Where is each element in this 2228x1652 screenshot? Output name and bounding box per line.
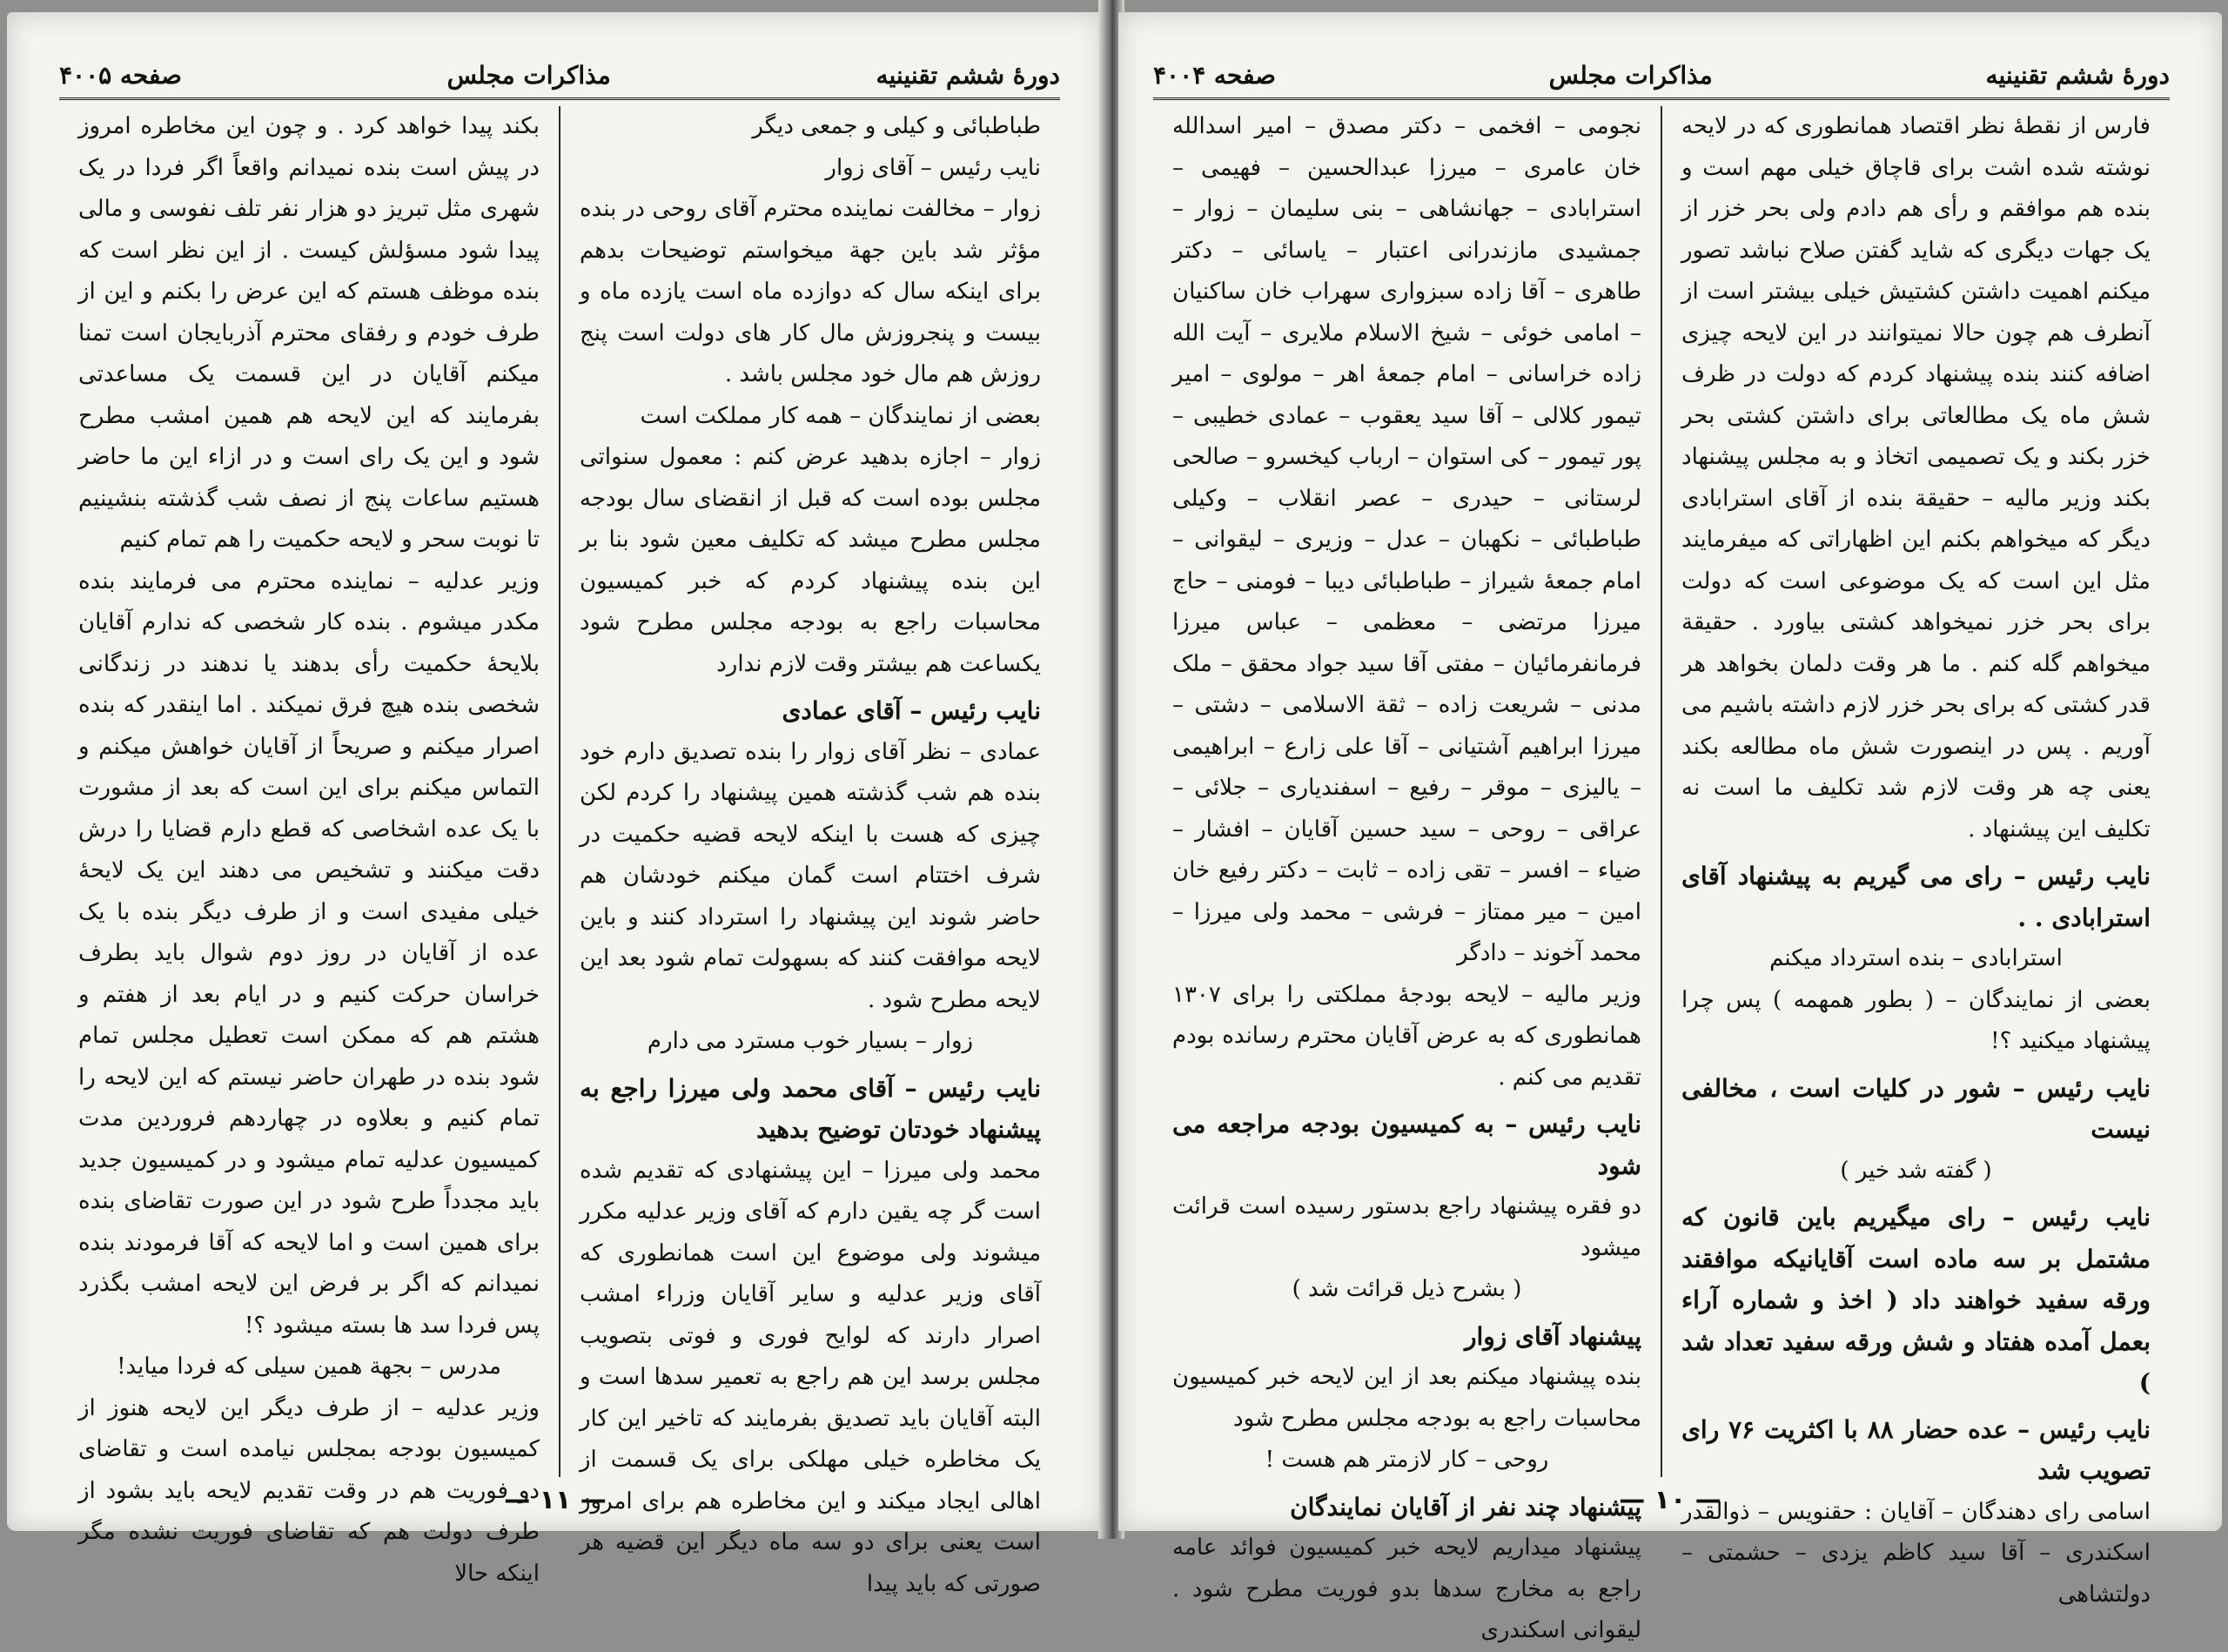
speaker-line: پیشنهاد آقای زوار [1464, 1321, 1641, 1351]
left-page-journal-title: مذاکرات مجلس [446, 60, 611, 90]
text-paragraph: نجومی – افخمی – دکتر مصدق – امیر اسدالله خان عامری – میرزا عبدالحسین – فهیمی – استرابادی – جهانشاهی – بنی سلیمان – زوار – جمشیدی مازندرانی اعتبار – یاسائی – دکتر طاهری – آقا زاده سبزواری سهراب خان ساکنیان – امامی خوئی – شیخ الاسلام ملایری – آیت الله زاده خراسانی – امام جمعهٔ اهر – مولوی – امیر تیمور کلالی – آقا سید یعقوب – عمادی خطیبی – پور تیمور – کی استوان – ارباب کیخسرو – صالحی لرستانی – حیدری – عصر انقلاب – وکیلی طباطبائی – نکهبان – عدل – وزیری – لیقوانی – امام جمعهٔ شیراز – طباطبائی دیبا – فومنی – حاج میرزا مرتضی – معظمی – عباس میرزا فرمانفرمائیان – مفتی آقا سید جواد محقق – ملک مدنی – شریعت زاده – ثقة الاسلامی – دشتی – میرزا ابراهیم آشتیانی – آقا علی زارع – ابراهیمی – یالیزی – موقر – رفیع – اسفندیاری – جلائی – عراقی – روحی – سید حسین آقایان – افشار – ضیاء – افسر – تقی زاده – ثابت – دکتر رفیع خان امین – میر ممتاز – فرشی – محمد ولی میرزا – محمد آخوند – دادگر [1172, 113, 1641, 966]
left-page-header [59, 52, 1060, 100]
left-page-footer-number: — ۱۱ — [504, 1485, 607, 1515]
text-paragraph: ( بشرح ذیل قرائت شد ) [1292, 1276, 1522, 1302]
text-paragraph: نایب رئیس – آقای زوار [825, 154, 1041, 181]
speaker-line: نایب رئیس – آقای عمادی [782, 696, 1041, 725]
text-paragraph: زوار – مخالفت نماینده محترم آقای روحی در بنده مؤثر شد باین جهة میخواستم توضیحات بدهم برای اینکه سال که دوازده ماه است یازده ماه و بیست و پنجروزش مال کار های دولت است پنج روزش هم مال خود مجلس باشد . [580, 196, 1041, 387]
speaker-line: نایب رئیس – شور در کلیات است ، مخالفی نیست [1681, 1073, 2151, 1144]
speaker-line: نایب رئیس – آقای محمد ولی میرزا راجع به پیشنهاد خودتان توضیح بدهید [580, 1073, 1041, 1144]
text-paragraph: اسامی رای دهندگان – آقایان : حقنویس – ذوالقدر اسکندری – آقا سید کاظم یزدی – حشمتی – دولتشاهی [1681, 1498, 2151, 1608]
right-page-period: دورهٔ ششم تقنینیه [1985, 60, 2170, 90]
speaker-line: نایب رئیس – به کمیسیون بودجه مراجعه می شود [1172, 1110, 1641, 1180]
text-paragraph: بنده پیشنهاد میکنم بعد از این لایحه خبر کمیسیون محاسبات راجع به بودجه مجلس مطرح شود [1172, 1364, 1641, 1432]
right-page [1118, 12, 2222, 1643]
text-paragraph: مدرس – بجهة همین سیلی که فردا میاید! [117, 1353, 501, 1380]
speaker-line: نایب رئیس – عده حضار ۸۸ با اکثریت ۷۶ رای تصویب شد [1681, 1414, 2151, 1485]
text-paragraph: بعضی از نمایندگان – همه کار مملکت است [640, 402, 1041, 429]
text-paragraph: وزیر عدلیه – نماینده محترم می فرمایند بنده مکدر میشوم . بنده کار شخصی که ندارم آقایان بلایحهٔ حکمیت رأی بدهند یا ندهند در زندگانی شخصی بنده هیچ فرق نمیکند . اما اینقدر که بنده اصرار میکنم و صریحاً از آقایان خواهش میکنم و التماس میکنم برای این است که بعد از مشورت با یک عده اشخاصی که قطع دارم قضایا را درش دقت میکنند و تشخیص می دهند این یک لایحهٔ خیلی مفیدی است و از طرف دیگر بنده با یک عده از آقایان در روز دوم شوال باید بطرف خراسان حرکت کنیم و در ایام بعد از هفتم و هشتم هم که ممکن است تعطیل مجلس تمام شود بنده در طهران حاضر نیستم که این لایحه را تمام کنیم و بعلاوه در چهاردهم فروردین مدت کمیسیون عدلیه تمام میشود و در کمیسیون جدید باید مجدداً طرح شود در این صورت تقاضای بنده برای همین است و اما لایحه که آقا فرمودند بنده نمیدانم که اگر بر فرض این لایحه امشب بگذرد پس فردا سد ها بسته میشود ؟! [78, 567, 540, 1339]
text-paragraph: زوار – بسیار خوب مسترد می دارم [647, 1028, 974, 1054]
right-page-number-label: صفحه ۴۰۰۴ [1153, 60, 1276, 90]
text-paragraph: پیشنهاد میداریم لایحه خبر کمیسیون فوائد عامه راجع به مخارج سدها بدو فوریت مطرح شود . لیقوانی اسکندری [1172, 1534, 1641, 1643]
text-paragraph: طباطبائی و کیلی و جمعی دیگر [752, 113, 1041, 139]
speaker-line: پیشنهاد چند نفر از آقایان نمایندگان [1290, 1492, 1641, 1521]
left-page [7, 12, 1104, 1597]
left-page-number-label: صفحه ۴۰۰۵ [59, 60, 182, 90]
speaker-line: نایب رئیس – رای می گیریم به پیشنهاد آقای استرابادی . . [1681, 862, 2151, 932]
right-page-column-2 [1153, 106, 1662, 1643]
text-paragraph: فارس از نقطهٔ نظر اقتصاد همانطوری که در لایحه نوشته شده اشت برای قاچاق خیلی مهم است و بنده هم موافقم و رأی هم دادم ولی بحر خزر از یک جهات دیگری که شاید گفتن صلاح نباشد تصور میکنم اهمیت داشتن کشتیش خیلی بیشتر است از آنطرف هم چون حالا نمیتوانند در این لایحه چیزی اضافه کنند بنده پیشنهاد کردم که دولت در ظرف شش ماه یک مطالعاتی برای داشتن کشتی بحر خزر بکند و یک تصمیمی اتخاذ و به مجلس پیشنهاد بکند وزیر مالیه – حقیقة بنده از آقای استرابادی دیگر که میخواهم بکنم این اظهاراتی که میفرمایند مثل این است که یک موضوعی است که دولت برای بحر خزر نمیخواهد کشتی بیاورد . حقیقة میخواهم گله کنم . ما هر وقت دلمان بخواهد هر قدر کشتی که برای بحر خزر لازم داشته باشیم می آوریم . پس در اینصورت شش ماه مطالعه بکند یعنی چه هر وقت لازم شد تکلیف ما است نه تکلیف این پیشنهاد . [1681, 113, 2151, 843]
text-paragraph: وزیر عدلیه – از طرف دیگر این لایحه هنوز از کمیسیون بودجه بمجلس نیامده است و تقاضای دو فوریت هم در وقت تقدیم لایحه باید بشود از طرف دولت هم که تقاضای فوریت نشده مگر اینکه حالا [78, 1394, 540, 1587]
text-paragraph: دو فقره پیشنهاد راجع بدستور رسیده است قرائت میشود [1172, 1193, 1641, 1261]
text-paragraph: بعضی از نمایندگان – ( بطور همهمه ) پس چرا پیشنهاد میکنید ؟! [1681, 986, 2151, 1054]
text-paragraph: روحی – کار لازمتر هم هست ! [1265, 1447, 1549, 1473]
text-paragraph: بکند پیدا خواهد کرد . و چون این مخاطره امروز در پیش است بنده نمیدانم واقعاً اگر فردا در یک شهری مثل تبریز دو هزار نفر تلف نفوسی و مالی پیدا شود مسؤلش کیست . از این نظر است که بنده موظف هستم که این عرض را بکنم و این از طرف خودم و رفقای محترم آذربایجان است تمنا میکنم آقایان در این قسمت یک مساعدتی بفرمایند که این لایحه هم همین امشب مطرح شود و این یک رای است و در ازاء این ما حاضر هستیم ساعات پنج از نصف شب گذشته بنشینیم تا نوبت سحر و لایحه حکمیت را هم تمام کنیم [78, 113, 540, 553]
right-page-journal-title: مذاکرات مجلس [1548, 60, 1713, 90]
right-page-footer-number: — ۱۰ — [1619, 1485, 1721, 1515]
speaker-line: نایب رئیس – رای میگیریم باین قانون که مشتمل بر سه ماده است آقایانیکه موافقند ورقه سفید خواهند داد ( اخذ و شماره آراء بعمل آمده هفتاد و شش ورقه سفید تعداد شد ) [1681, 1203, 2151, 1397]
text-paragraph: زوار – اجازه بدهید عرض کنم : معمول سنواتی مجلس بوده است که قبل از انقضای سال بودجه مجلس مطرح میشد که تکلیف معین شود بنا بر این بنده پیشنهاد کردم که خبر کمیسیون محاسبات راجع به بودجه مجلس مطرح شود یکساعت هم بیشتر وقت لازم ندارد [580, 444, 1041, 677]
text-paragraph: استرابادی – بنده استرداد میکنم [1769, 945, 2063, 971]
text-paragraph: ( گفته شد خیر ) [1840, 1157, 1992, 1184]
text-paragraph: عمادی – نظر آقای زوار را بنده تصدیق دارم خود بنده هم شب گذشته همین پیشنهاد را کردم لکن چیزی که هست با اینکه لایحه قضیه حکمیت در شرف اختتام است گمان میکنم خودشان هم حاضر شوند این پیشنهاد را استرداد کنند و باین لایحه موافقت کنند که بسهولت تمام شود بعد این لایحه مطرح شود . [580, 738, 1041, 1013]
right-page-header [1153, 52, 2170, 100]
left-page-column-1 [560, 106, 1060, 1597]
text-paragraph: محمد ولی میرزا – این پیشنهادی که تقدیم شده است گر چه یقین دارم که آقای وزیر عدلیه مکرر میشوند ولی موضوع این است همانطوری که آقای وزیر عدلیه و سایر آقایان وزراء امشب اصرار دارند که لوایح فوری و فوتی بتصویب مجلس برسد این هم راجع به تعمیر سدها است و البته آقایان باید تصدیق بفرمایند که تاخیر این کار یک مخاطره خیلی مهلکی برای یک قسمت از اهالی ایجاد میکند و این مخاطره هم برای امروز است یعنی برای دو سه ماه دیگر این قضیه هر صورتی که باید پیدا [580, 1157, 1041, 1597]
text-paragraph: وزیر مالیه – لایحه بودجهٔ مملکتی را برای ۱۳۰۷ همانطوری که به عرض آقایان محترم رسانده بودم تقدیم می کنم . [1172, 981, 1641, 1091]
left-page-period: دورهٔ ششم تقنینیه [876, 60, 1060, 90]
